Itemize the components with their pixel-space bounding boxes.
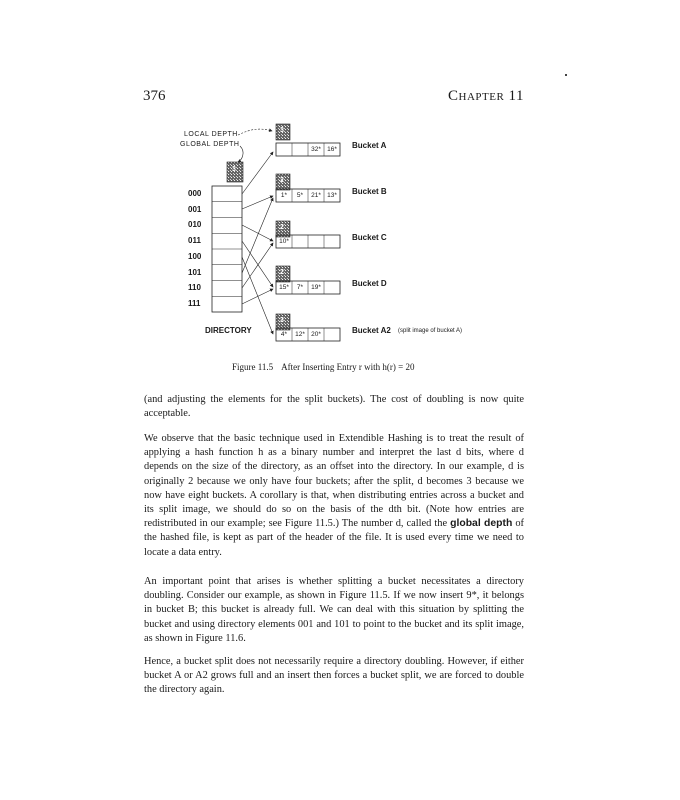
global-depth-term: global depth (450, 518, 513, 530)
paragraph-2-text-b: of the hashed file, is kept as part of the header of the file. It is used every time we need to locate a data entry. (144, 518, 524, 558)
bucket-entry: 10* (279, 238, 289, 245)
caption-label: Figure 11.5 (232, 362, 274, 372)
directory-entry: 010 (188, 220, 202, 229)
bucket-entry: 5* (296, 192, 304, 199)
bucket-entry: 12* (295, 331, 305, 338)
bucket-label: Bucket A2 (352, 326, 391, 335)
chapter-title: Chapter 11 (448, 88, 524, 104)
directory-entry: 110 (188, 283, 201, 292)
local-depth-value: 2 (280, 224, 284, 231)
directory-entry: 100 (188, 252, 202, 261)
global-depth-label: GLOBAL DEPTH (180, 141, 240, 148)
local-depth-label: LOCAL DEPTH (184, 131, 238, 138)
bucket-entry: 20* (311, 331, 321, 338)
paragraph-1: (and adjusting the elements for the split buckets). The cost of doubling is now quite acceptable. (144, 394, 524, 420)
local-depth-value: 2 (280, 269, 284, 276)
directory-entry: 111 (188, 299, 201, 308)
directory-entry: 000 (188, 189, 202, 198)
local-depth-value: 3 (280, 127, 284, 134)
bucket-entry: 15* (279, 284, 289, 291)
bucket-entry: 32* (311, 146, 321, 153)
bucket-label: Bucket A (352, 141, 387, 150)
local-depth-value: 2 (280, 177, 284, 184)
paragraph-4: Hence, a bucket split does not necessarily require a directory doubling. However, if either bucket A or A2 grows full and an insert then forces a bucket split, we are forced to double the directory again. (144, 656, 524, 696)
bucket-label: Bucket D (352, 279, 387, 288)
page-number: 376 (143, 88, 166, 104)
local-depth-value: 3 (280, 317, 284, 324)
bucket-entry: 1* (280, 192, 288, 199)
figure-diagram (0, 0, 680, 360)
paragraph-2-text-a: We observe that the basic technique used in Extendible Hashing is to treat the result of applying a hash function h as a binary number and interpret the last d bits, where d depends on the size of the directory, as an offset into the directory. In our example, d is originally 2 because we only have four buckets; after the split, d becomes 3 because we now have eight buckets. A corollary is that, when distributing entries across a bucket and its split image, we should do so on the basis of the dth bit. (Note how entries are redistributed in our example; see Figure 11.5.) The number d, called the (144, 433, 524, 530)
extendible-hashing-figure (0, 0, 680, 360)
directory-entry: 001 (188, 205, 202, 214)
bucket-entry: 4* (280, 331, 288, 338)
global-depth-value: 3 (232, 166, 236, 173)
paragraph-3: An important point that arises is whether splitting a bucket necessitates a directory doubling. Consider our example, as shown in Figure 11.5. If we now insert 9*, it belongs in bucket B; this bucket is already full. We can deal with this situation by splitting the bucket and using directory elements 001 and 101 to point to the bucket and its split image, as shown in Figure 11.6. (144, 576, 524, 644)
caption-text: After Inserting Entry r with h(r) = 20 (281, 362, 415, 372)
directory-entry: 011 (188, 236, 201, 245)
bucket-entry: 13* (327, 192, 337, 199)
bucket-entry: 19* (311, 284, 321, 291)
bucket-entry: 7* (296, 284, 304, 291)
directory-entry: 101 (188, 268, 202, 277)
paragraph-2 (144, 432, 524, 560)
directory-box (212, 186, 242, 312)
bucket-entry: 21* (311, 192, 321, 199)
figure-caption (232, 362, 414, 372)
directory-pointers (242, 152, 273, 334)
bucket-label: Bucket B (352, 187, 387, 196)
label-leaders (238, 129, 272, 162)
directory-label: DIRECTORY (205, 326, 252, 335)
bucket-note: (split image of bucket A) (398, 328, 463, 334)
bucket-label: Bucket C (352, 233, 387, 242)
bucket-entry: 16* (327, 146, 337, 153)
